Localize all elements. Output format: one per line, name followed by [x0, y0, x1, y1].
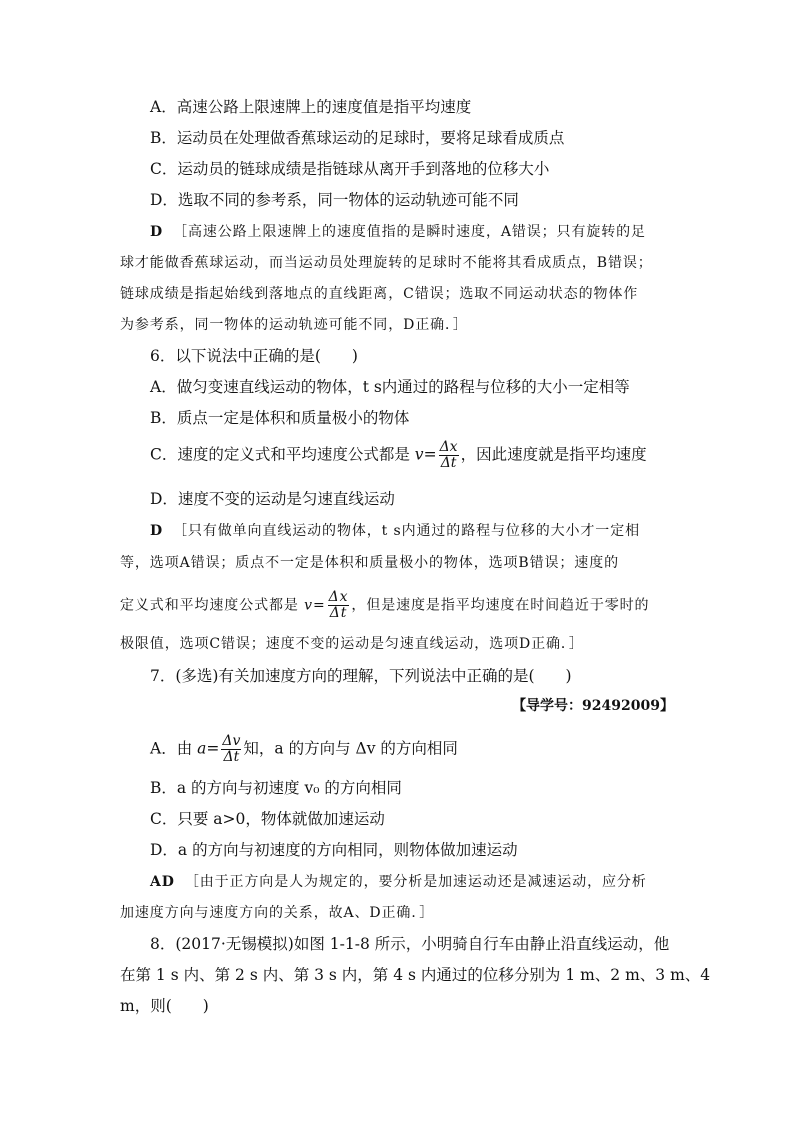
- q6-answer-line-1: D ［只有做单向直线运动的物体，t s内通过的路程与位移的大小才一定相: [150, 523, 641, 539]
- q5-option-a: A．高速公路上限速牌上的速度值是指平均速度: [150, 98, 472, 116]
- q7-option-d: D．a 的方向与初速度的方向相同，则物体做加速运动: [150, 841, 518, 859]
- q8-line-1: 8．(2017·无锡模拟)如图 1-1-8 所示，小明骑自行车由静止沿直线运动，他: [150, 935, 670, 953]
- q7-stem: 7．(多选)有关加速度方向的理解，下列说法中正确的是( ): [150, 667, 572, 685]
- q7-answer-key: AD: [150, 874, 175, 890]
- q8-line-2: 在第 1 s 内、第 2 s 内、第 3 s 内，第 4 s 内通过的位移分别为 1 m、2 m、3 m、4: [120, 966, 711, 984]
- q6-option-c: C．速度的定义式和平均速度公式都是 v= $\frac{\Delta x}{\Delta t}$ ，因此速度就是指平均速度: [150, 439, 647, 471]
- q7-answer-line-2: 加速度方向与速度方向的关系，故A、D正确．］: [120, 905, 435, 921]
- q7-option-b: B．a 的方向与初速度 v₀ 的方向相同: [150, 779, 402, 797]
- q5-option-d: D．选取不同的参考系，同一物体的运动轨迹可能不同: [150, 191, 519, 209]
- velocity-fraction: $\frac{\Delta x}{\Delta t}$: [439, 439, 458, 471]
- q5-answer-key: D: [150, 224, 164, 240]
- q8-line-3: m，则( ): [120, 997, 209, 1015]
- q7-option-a: A．由 a= $\frac{\Delta v}{\Delta t}$ 知，a 的方向与 Δv 的方向相同: [150, 733, 458, 765]
- q5-answer-line-1: [150, 221, 646, 243]
- q6-answer-line-3: 定义式和平均速度公式都是 v= $\frac{\Delta x}{\Delta t}$ ，但是速度是指平均速度在时间趋近于零时的: [120, 589, 650, 621]
- q6-stem: 6．以下说法中正确的是( ): [150, 347, 358, 365]
- q5-answer-line-2: 球才能做香蕉球运动，而当运动员处理旋转的足球时不能将其看成质点，B错误；: [120, 255, 653, 271]
- q5-answer-text: ［高速公路上限速牌上的速度值指的是瞬时速度，A错误；只有旋转的足: [173, 224, 646, 240]
- q6-option-d: D．速度不变的运动是匀速直线运动: [150, 490, 395, 508]
- q7-answer-line-1: AD ［由于正方向是人为规定的，要分析是加速运动还是减速运动，应分析: [150, 874, 647, 890]
- q6-option-b: B．质点一定是体积和质量极小的物体: [150, 409, 410, 427]
- guide-number: 【导学号：92492009】: [512, 698, 674, 714]
- velocity-fraction-answer: $\frac{\Delta x}{\Delta t}$: [328, 589, 349, 621]
- acceleration-fraction: $\frac{\Delta v}{\Delta t}$: [222, 733, 241, 765]
- q6-answer-line-4: 极限值，选项C错误；速度不变的运动是匀速直线运动，选项D正确．］: [120, 636, 584, 652]
- q5-option-c: C．运动员的链球成绩是指链球从离开手到落地的位移大小: [150, 160, 550, 178]
- q7-option-c: C．只要 a>0，物体就做加速运动: [150, 810, 385, 828]
- q6-answer-line-2: 等，选项A错误；质点不一定是体积和质量极小的物体，选项B错误；速度的: [120, 555, 619, 571]
- q5-answer-line-4: 为参考系，同一物体的运动轨迹可能不同，D正确．］: [120, 317, 468, 333]
- q6-option-a: A．做匀变速直线运动的物体，t s内通过的路程与位移的大小一定相等: [150, 378, 630, 396]
- q6-answer-key: D: [150, 523, 164, 539]
- q5-option-b: B．运动员在处理做香蕉球运动的足球时，要将足球看成质点: [150, 129, 565, 147]
- q5-answer-line-3: 链球成绩是指起始线到落地点的直线距离，C错误；选取不同运动状态的物体作: [120, 286, 639, 302]
